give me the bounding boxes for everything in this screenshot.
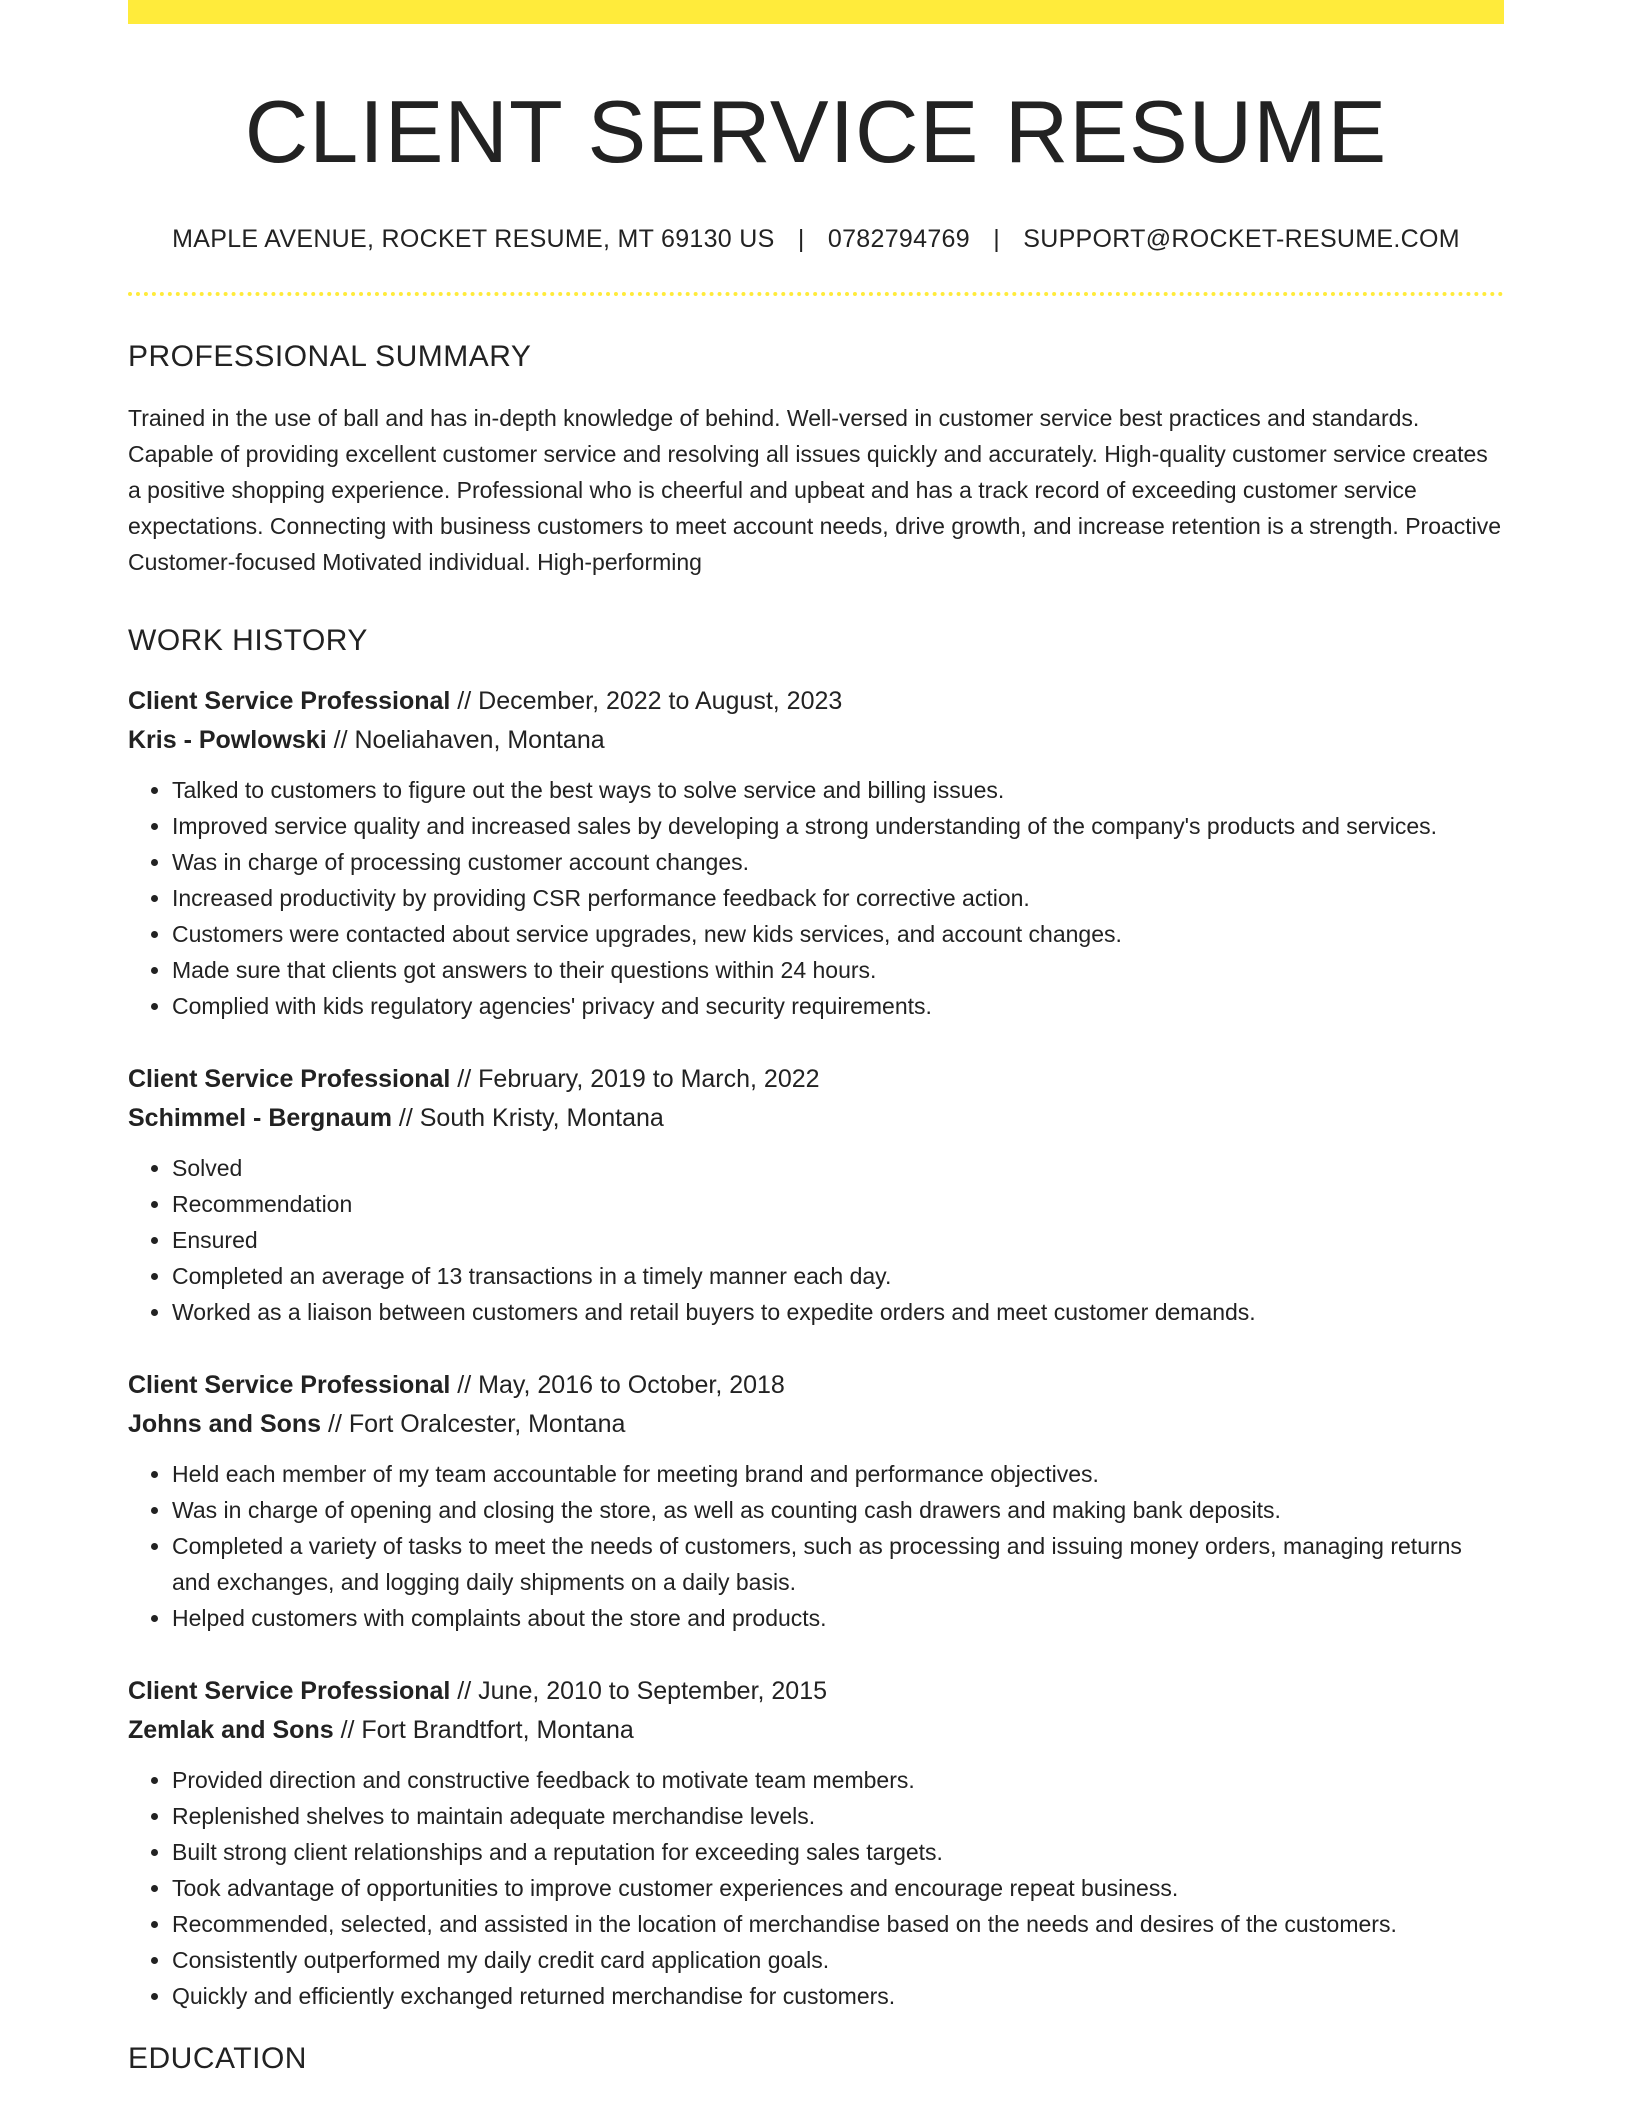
job-title-line	[128, 1672, 1504, 1711]
job-title-line	[128, 1366, 1504, 1405]
contact-line	[128, 225, 1504, 254]
contact-address: MAPLE AVENUE, ROCKET RESUME, MT 69130 US	[172, 224, 775, 253]
contact-phone: 0782794769	[827, 224, 970, 253]
job-entry	[128, 682, 1504, 1024]
job-company: Zemlak and Sons	[128, 1715, 334, 1744]
list-item: • Increased productivity by providing CSR performance feedback for corrective action.	[172, 880, 1504, 916]
job-company-line	[128, 721, 1504, 760]
summary-text: Trained in the use of ball and has in-depth knowledge of behind. Well-versed in customer service best practices and standards. Capable of providing excellent customer service and resolving all issues quickly and accurately. High-quality customer service creates a positive shopping experience. Professional who is cheerful and upbeat and has a track record of exceeding customer service expectations. Connecting with business customers to meet account needs, drive growth, and increase retention is a strength. Proactive Customer-focused Motivated individual. High-performing	[128, 404, 1502, 575]
list-item: • Recommendation	[172, 1186, 1504, 1222]
list-item: • Customers were contacted about service upgrades, new kids services, and account changes.	[172, 916, 1504, 952]
list-item: • Took advantage of opportunities to improve customer experiences and encourage repeat business.	[172, 1870, 1504, 1906]
resume-page	[128, 0, 1504, 2076]
job-entry	[128, 1672, 1504, 2014]
job-location: // Fort Brandtfort, Montana	[333, 1715, 634, 1744]
job-duties-list	[128, 1456, 1504, 1636]
list-item: • Was in charge of processing customer account changes.	[172, 844, 1504, 880]
job-location: // Fort Oralcester, Montana	[321, 1409, 626, 1438]
list-item: • Worked as a liaison between customers and retail buyers to expedite orders and meet customer demands.	[172, 1294, 1504, 1330]
contact-separator: |	[797, 224, 805, 253]
list-item: • Talked to customers to figure out the best ways to solve service and billing issues.	[172, 772, 1504, 808]
list-item: • Held each member of my team accountable for meeting brand and performance objectives.	[172, 1456, 1504, 1492]
contact-separator: |	[993, 224, 1000, 253]
job-dates: // December, 2022 to August, 2023	[450, 686, 843, 715]
job-title: Client Service Professional	[128, 1370, 451, 1399]
list-item: • Recommended, selected, and assisted in the location of merchandise based on the needs and desires of the customers.	[172, 1906, 1504, 1942]
list-item: • Replenished shelves to maintain adequate merchandise levels.	[172, 1798, 1504, 1834]
job-company: Schimmel - Bergnaum	[128, 1103, 392, 1132]
resume-title: CLIENT SERVICE RESUME	[244, 82, 1388, 181]
job-company-line	[128, 1711, 1504, 1750]
job-title-line	[128, 682, 1504, 721]
job-dates: // June, 2010 to September, 2015	[450, 1676, 828, 1705]
job-location: // South Kristy, Montana	[391, 1103, 664, 1132]
list-item: • Solved	[172, 1150, 1504, 1186]
education-heading: EDUCATION	[128, 2041, 307, 2075]
work-history-list	[128, 682, 1504, 2014]
list-item: • Built strong client relationships and a reputation for exceeding sales targets.	[172, 1834, 1504, 1870]
list-item: • Helped customers with complaints about the store and products.	[172, 1600, 1504, 1636]
list-item: • Made sure that clients got answers to their questions within 24 hours.	[172, 952, 1504, 988]
list-item: • Quickly and efficiently exchanged returned merchandise for customers.	[172, 1978, 1504, 2014]
job-entry	[128, 1366, 1504, 1636]
job-company-line	[128, 1099, 1504, 1138]
list-item: • Ensured	[172, 1222, 1504, 1258]
list-item: • Completed a variety of tasks to meet the needs of customers, such as processing and issuing money orders, managing returns and exchanges, and logging daily shipments on a daily basis.	[172, 1528, 1504, 1600]
list-item: • Was in charge of opening and closing the store, as well as counting cash drawers and making bank deposits.	[172, 1492, 1504, 1528]
list-item: • Completed an average of 13 transactions in a timely manner each day.	[172, 1258, 1504, 1294]
top-accent-bar	[128, 0, 1504, 24]
work-history-heading: WORK HISTORY	[128, 623, 368, 657]
contact-email: SUPPORT@ROCKET-RESUME.COM	[1023, 224, 1460, 253]
job-dates: // May, 2016 to October, 2018	[450, 1370, 785, 1399]
job-title: Client Service Professional	[128, 1064, 451, 1093]
list-item: • Improved service quality and increased sales by developing a strong understanding of the company's products and services.	[172, 808, 1504, 844]
job-title-line	[128, 1060, 1504, 1099]
job-duties-list	[128, 1150, 1504, 1330]
dotted-divider	[128, 292, 1504, 296]
summary-heading: PROFESSIONAL SUMMARY	[128, 339, 532, 373]
list-item: • Complied with kids regulatory agencies' privacy and security requirements.	[172, 988, 1504, 1024]
list-item: • Consistently outperformed my daily credit card application goals.	[172, 1942, 1504, 1978]
job-title: Client Service Professional	[128, 1676, 451, 1705]
job-company-line	[128, 1405, 1504, 1444]
job-dates: // February, 2019 to March, 2022	[450, 1064, 820, 1093]
job-duties-list	[128, 1762, 1504, 2014]
job-company: Johns and Sons	[128, 1409, 322, 1438]
job-duties-list	[128, 772, 1504, 1024]
job-title: Client Service Professional	[128, 686, 451, 715]
job-entry	[128, 1060, 1504, 1330]
job-location: // Noeliahaven, Montana	[326, 725, 605, 754]
list-item: • Provided direction and constructive feedback to motivate team members.	[172, 1762, 1504, 1798]
job-company: Kris - Powlowski	[128, 725, 327, 754]
